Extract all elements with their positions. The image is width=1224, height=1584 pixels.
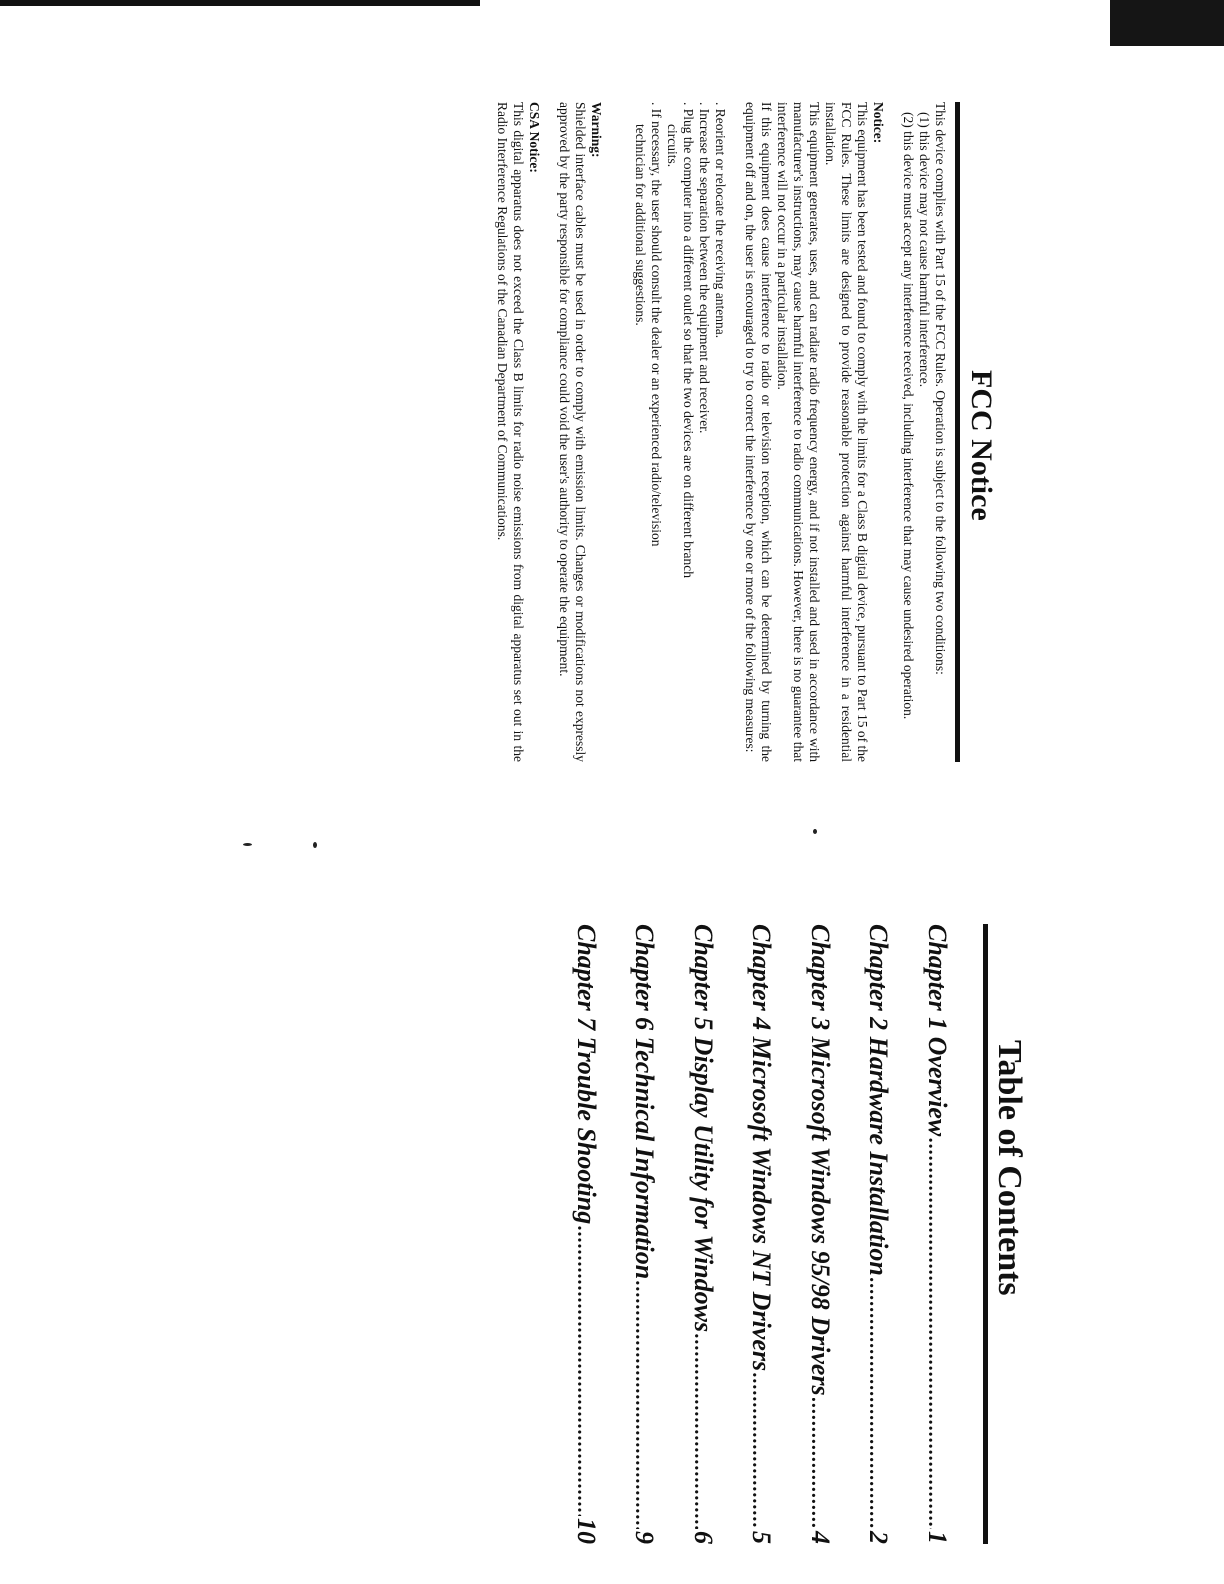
toc-entry-label: Chapter 4 Microsoft Windows NT Drivers: [747, 924, 777, 1372]
notice-paragraph-3: If this equipment does cause interference to radio or television reception, which can be determined by turning the equipment off and on, the user is encouraged to try to correct the interference by one or more of the following measures:: [743, 102, 774, 762]
measure-2: . Increase the separation between the equipment and receiver.: [697, 102, 712, 434]
toc-entry-chapter-6[interactable]: [601, 924, 660, 1544]
measure-1: . Reorient or relocate the receiving antenna.: [713, 102, 728, 339]
measure-4: . If necessary, the user should consult the dealer or an experienced radio/television: [649, 102, 664, 547]
dot-leader: [923, 1138, 946, 1529]
toc-title: Table of Contents: [991, 1040, 1028, 1296]
toc-entry-page: 9: [630, 1531, 660, 1544]
measure-3-continued: circuits.: [665, 124, 680, 168]
toc-entry-chapter-2[interactable]: [835, 924, 894, 1544]
fcc-notice-page: [0, 20, 1224, 780]
dot-leader: [865, 1278, 888, 1529]
csa-text: This digital apparatus does not exceed the Class B limits for radio noise emissions from digital apparatus set out in the Radio Interference Regulations of the Canadian Department of Communications.: [495, 102, 526, 762]
toc-entry-chapter-7[interactable]: [543, 924, 602, 1544]
toc-entry-label: Chapter 3 Microsoft Windows 95/98 Drivers: [806, 924, 835, 1396]
toc-entry-label: Chapter 5 Display Utility for Windows: [689, 924, 718, 1333]
dot-leader: [572, 1226, 595, 1516]
toc-entry-chapter-3[interactable]: [777, 924, 836, 1544]
notice-paragraph-1: This equipment has been tested and found to comply with the limits for a Class B digital device, pursuant to Part 15 of the FCC Rules. These limits are designed to provide reasonable protection against harmful interference in a residential installation.: [823, 102, 870, 762]
dot-leader: [806, 1398, 829, 1529]
toc-list: [543, 924, 953, 1544]
warning-text: Shielded interface cables must be used in order to comply with emission limits. Changes or modifications not expressly approved by the party responsible for compliance could void the user's authority to operate the equipment.: [557, 102, 588, 762]
notice-heading: Notice:: [871, 102, 886, 144]
fcc-body: [494, 102, 948, 762]
warning-heading: Warning:: [589, 102, 604, 158]
toc-entry-chapter-4[interactable]: [718, 924, 777, 1544]
measure-4-continued: technician for additional suggestions.: [633, 124, 648, 326]
toc-entry-chapter-5[interactable]: [660, 924, 719, 1544]
measure-3: . Plug the computer into a different outlet so that the two devices are on different branch: [681, 102, 696, 578]
toc-entry-label: Chapter 6 Technical Information: [630, 924, 660, 1280]
condition-2: (2) this device must accept any interference received, including interference that may cause undesired operation.: [901, 112, 916, 720]
title-rule: [983, 924, 988, 1544]
dot-leader: [631, 1281, 654, 1529]
toc-entry-label: Chapter 1 Overview: [923, 924, 952, 1137]
toc-entry-page: 2: [864, 1531, 894, 1544]
table-of-contents-page: [0, 840, 1224, 1584]
fcc-title: FCC Notice: [965, 370, 998, 521]
notice-paragraph-2: This equipment generates, uses, and can radiate radio frequency energy, and if not installed and used in accordance with manufacturer's instructions, may cause harmful interference to radio communications. However, there is no guarantee that interference will not occur in a particular installation.: [775, 102, 822, 762]
toc-entry-label: Chapter 7 Trouble Shooting: [572, 924, 601, 1225]
toc-entry-page: 6: [689, 1531, 718, 1544]
toc-entry-page: 1: [923, 1531, 952, 1544]
toc-entry-label: Chapter 2 Hardware Installation: [864, 924, 894, 1276]
dot-leader: [689, 1334, 712, 1529]
dot-leader: [748, 1373, 771, 1529]
toc-entry-page: 4: [806, 1531, 835, 1544]
title-rule: [955, 102, 960, 762]
csa-heading: CSA Notice:: [527, 102, 542, 173]
toc-entry-page: 5: [747, 1531, 777, 1544]
toc-entry-page: 10: [572, 1518, 601, 1544]
condition-1: (1) this device may not cause harmful interference.: [917, 112, 932, 388]
toc-entry-chapter-1[interactable]: [894, 924, 953, 1544]
intro-text: This device complies with Part 15 of the FCC Rules. Operation is subject to the following two conditions:: [933, 102, 948, 675]
